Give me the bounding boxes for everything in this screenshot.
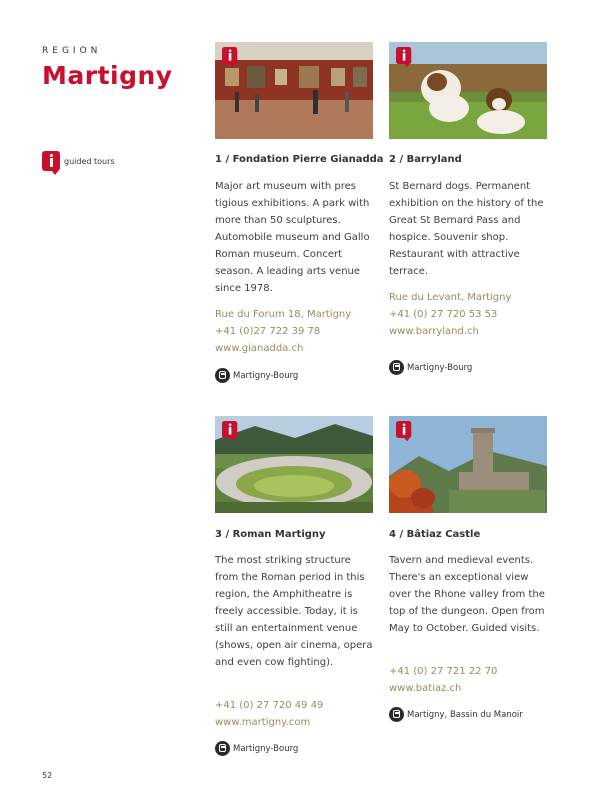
info-icon xyxy=(222,47,237,64)
batiaz-castle-photo xyxy=(389,416,547,513)
card-transport xyxy=(215,368,298,383)
bus-stop-icon xyxy=(215,368,230,383)
legend-label: guided tours xyxy=(64,156,115,166)
card-title: 3 / Roman Martigny xyxy=(215,529,326,540)
card-phone: +41 (0)27 722 39 78 xyxy=(215,326,321,337)
info-icon xyxy=(396,47,411,64)
card-address: Rue du Levant, Martigny xyxy=(389,292,512,303)
card-transport xyxy=(389,360,472,375)
card-contact xyxy=(389,663,497,697)
transport-stop: Martigny-Bourg xyxy=(407,362,473,373)
card-address: Rue du Forum 18, Martigny xyxy=(215,309,352,320)
card-phone: +41 (0) 27 721 22 70 xyxy=(389,666,498,677)
card-description: The most striking structure from the Roman period in this region, the Amphitheatre is freely accessible. Today, it is still an entertainment venue (shows, open air cinema, opera and even cow fighting). xyxy=(215,555,373,668)
card-transport xyxy=(389,707,523,722)
card-contact xyxy=(215,306,351,357)
guided-tours-legend xyxy=(42,151,115,171)
card-website[interactable]: www.batiaz.ch xyxy=(389,683,462,694)
info-icon xyxy=(222,421,237,438)
card-phone: +41 (0) 27 720 53 53 xyxy=(389,309,498,320)
bus-stop-icon xyxy=(389,360,404,375)
transport-stop: Martigny, Bassin du Manoir xyxy=(407,709,523,720)
card-description: St Bernard dogs. Permanent exhibition on the history of the Great St Bernard Pass and hospice. Souvenir shop. Restaurant with attractive terrace. xyxy=(389,181,544,277)
card-contact xyxy=(389,289,511,340)
gianadda-photo xyxy=(215,42,373,139)
transport-stop: Martigny-Bourg xyxy=(233,743,299,754)
card-contact xyxy=(215,697,323,731)
card-title: 1 / Fondation Pierre Gianadda xyxy=(215,154,384,165)
card-title: 4 / Bâtiaz Castle xyxy=(389,529,481,540)
bus-stop-icon xyxy=(215,741,230,756)
card-website[interactable]: www.barryland.ch xyxy=(389,326,479,337)
barryland-photo xyxy=(389,42,547,139)
card-phone: +41 (0) 27 720 49 49 xyxy=(215,700,324,711)
region-label: REGION xyxy=(42,46,102,56)
amphitheatre-photo xyxy=(215,416,373,513)
transport-stop: Martigny-Bourg xyxy=(233,370,299,381)
page-number: 52 xyxy=(42,771,53,780)
card-title: 2 / Barryland xyxy=(389,154,462,165)
card-website[interactable]: www.martigny.com xyxy=(215,717,311,728)
info-icon xyxy=(42,151,60,171)
card-description: Major art museum with pres tigious exhibitions. A park with more than 50 sculptures. Automobile museum and Gallo Roman museum. Concert season. A leading arts venue since 1978. xyxy=(215,181,370,294)
card-description: Tavern and medieval events. There's an exceptional view over the Rhone valley from the top of the dungeon. Open from May to October. Guided visits. xyxy=(389,555,545,634)
page-title: Martigny xyxy=(42,61,173,90)
info-icon xyxy=(396,421,411,438)
card-transport xyxy=(215,741,298,756)
card-website[interactable]: www.gianadda.ch xyxy=(215,343,304,354)
bus-stop-icon xyxy=(389,707,404,722)
